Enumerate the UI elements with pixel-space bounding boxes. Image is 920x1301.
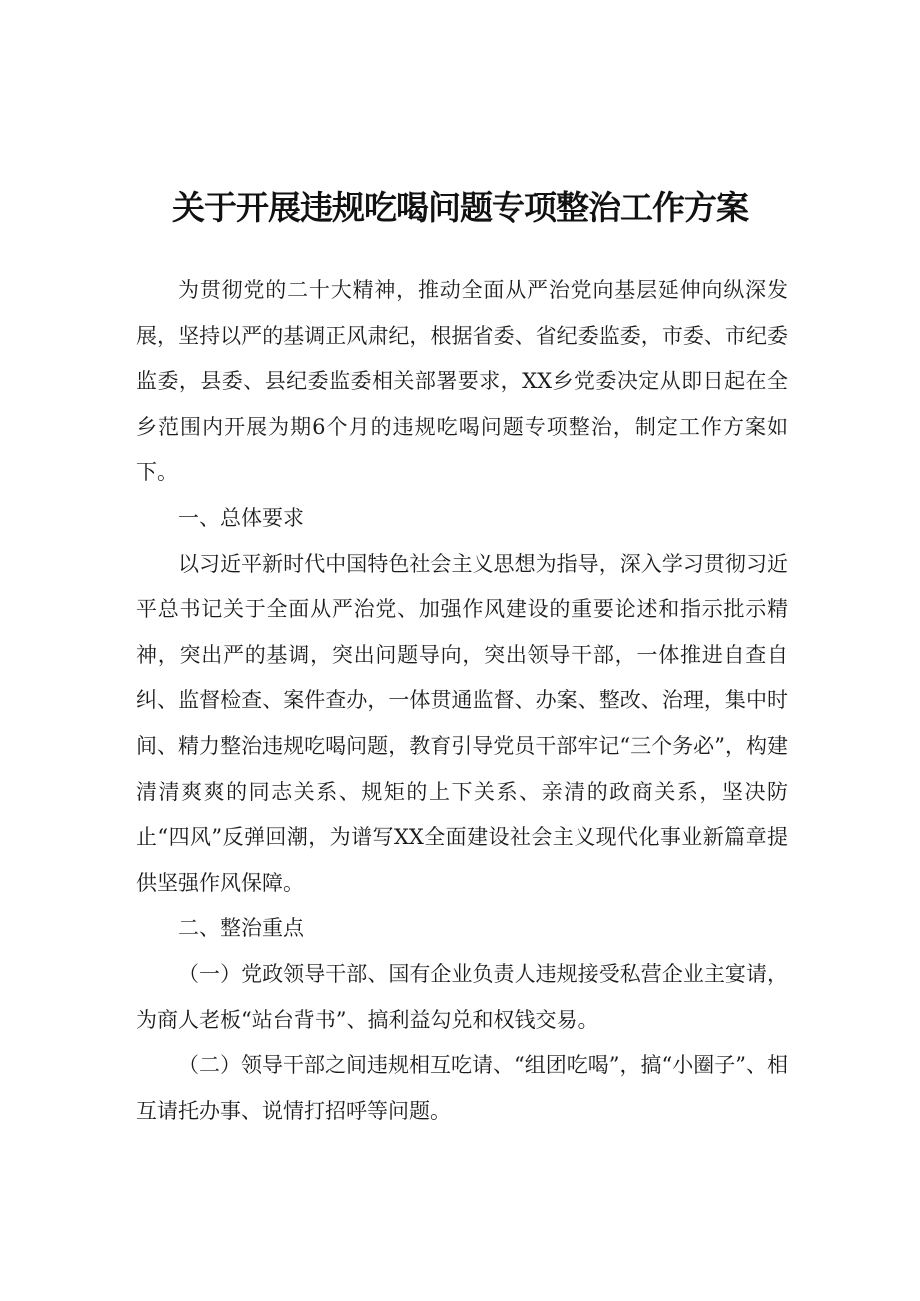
focus-item-1: （一）党政领导干部、国有企业负责人违规接受私营企业主宴请，为商人老板“站台背书”、搞利益勾兑和权钱交易。 [136, 961, 788, 1032]
focus-item-2: （二）领导干部之间违规相互吃请、“组团吃喝”，搞“小圈子”、相互请托办事、说情打招呼等问题。 [136, 1053, 788, 1123]
general-requirements-paragraph: 以习近平新时代中国特色社会主义思想为指导，深入学习贯彻习近平总书记关于全面从严治党、加强作风建设的重要论述和指示批示精神，突出严的基调，突出问题导向，突出领导干部，一体推进自查自纠、监督检查、案件查办，一体贯通监督、办案、整改、治理，集中时间、精力整治违规吃喝问题，教育引导党员干部牢记“三个务必”，构建清清爽爽的同志关系、规矩的上下关系、亲清的政商关系，坚决防止“四风”反弹回潮，为谱写XX全面建设社会主义现代化事业新篇章提供坚强作风保障。 [136, 551, 788, 895]
intro-paragraph: 为贯彻党的二十大精神，推动全面从严治党向基层延伸向纵深发展，坚持以严的基调正风肃纪，根据省委、省纪委监委，市委、市纪委监委，县委、县纪委监委相关部署要求，XX乡党委决定从即日起在全乡范围内开展为期6个月的违规吃喝问题专项整治，制定工作方案如下。 [136, 278, 788, 485]
section-heading-general-requirements: 一、总体要求 [178, 505, 304, 530]
document-title: 关于开展违规吃喝问题专项整治工作方案 [172, 188, 748, 227]
section-heading-focus-areas: 二、整治重点 [178, 916, 304, 941]
document-body [136, 268, 788, 1134]
